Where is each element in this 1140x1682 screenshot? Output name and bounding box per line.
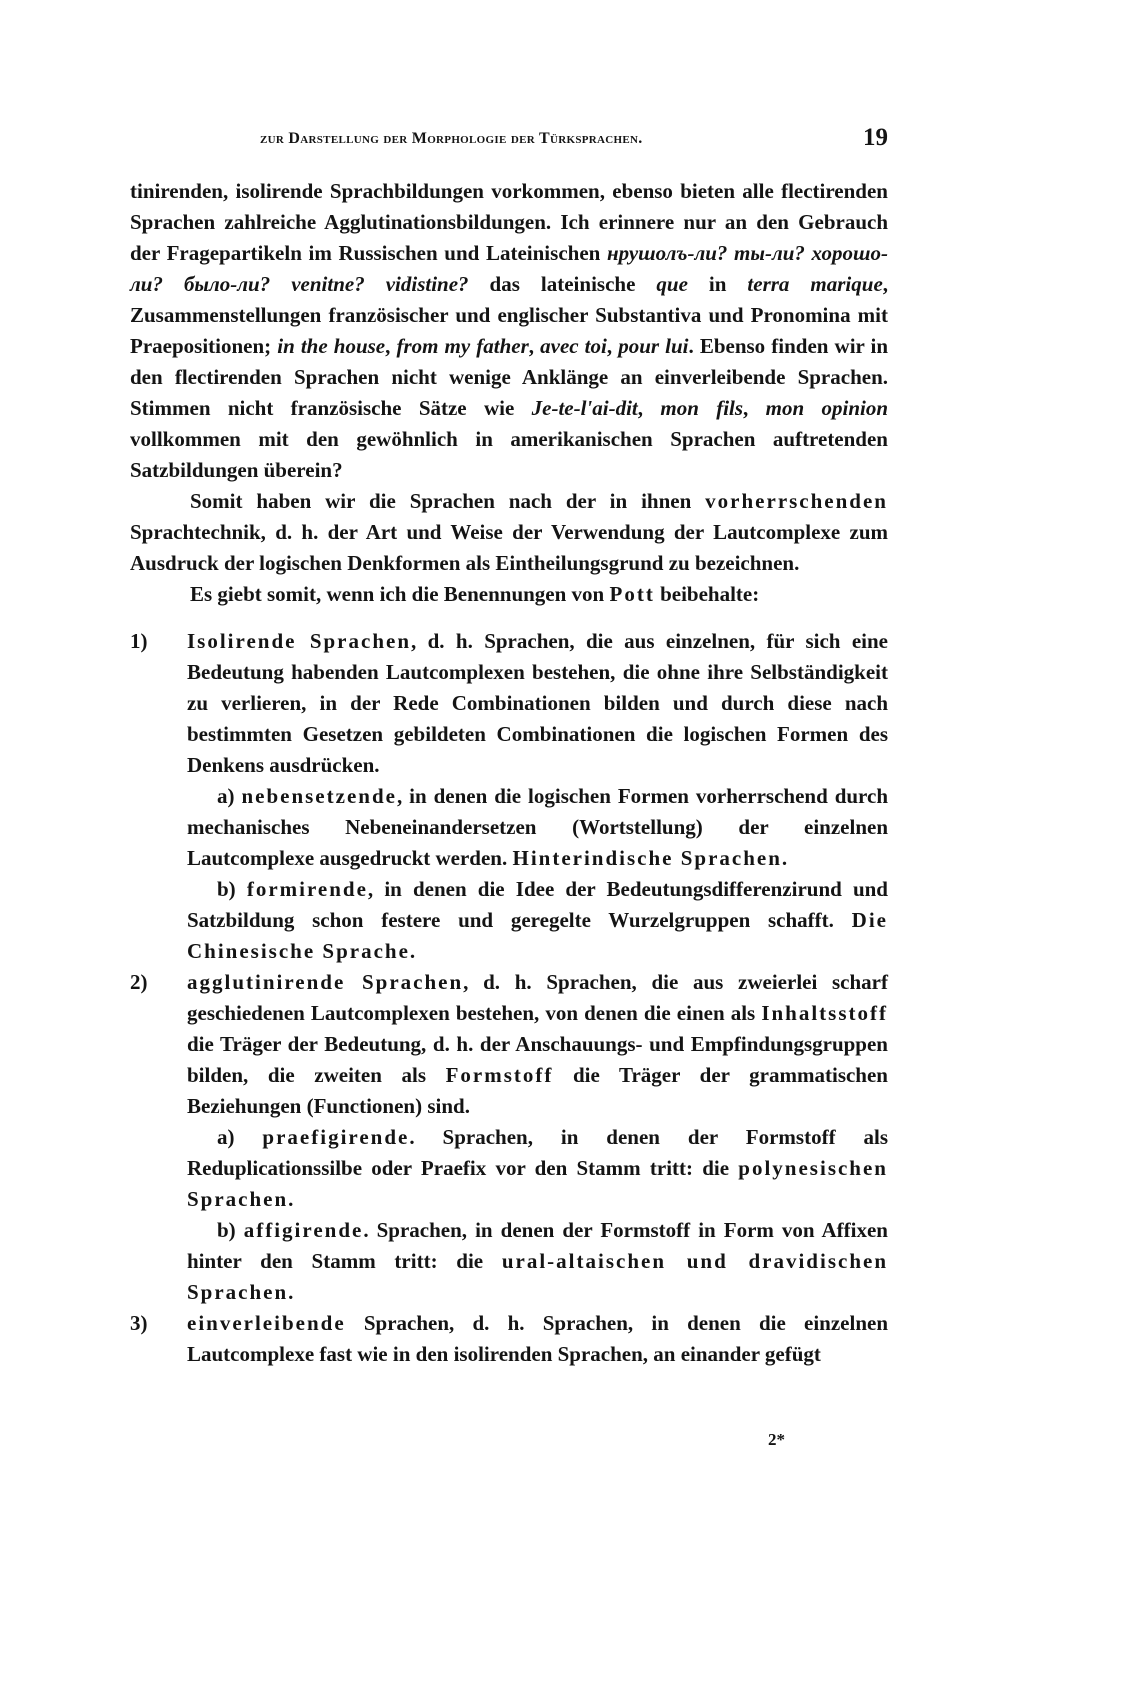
sub-item-1a	[130, 781, 888, 874]
list-item-2	[130, 967, 888, 1122]
text-run: b)	[217, 1218, 244, 1242]
spaced-run: polynesischen Sprachen.	[187, 1156, 888, 1211]
italic-run: terra marique	[747, 272, 883, 296]
text-run: ,	[528, 334, 541, 358]
text-run: vollkommen mit den gewöhnlich in amerikanischen Sprachen auftretenden Satzbildungen überein?	[130, 427, 888, 482]
text-run: ,	[637, 396, 661, 420]
list-number: 3)	[130, 1311, 148, 1335]
italic-run: avec toi	[540, 334, 607, 358]
text-run: , d. h. Sprachen, die aus einzelnen, für sich eine Bedeutung habenden Lautcomplexen bestehen, die ohne ihre Selbständigkeit zu verlieren, in der Rede Combinationen bilden und durch diese nach bestimmten Gesetzen gebildeten Combinationen die logischen Formen des Denkens ausdrücken.	[187, 629, 888, 777]
italic-run: pour lui	[618, 334, 689, 358]
signature-mark: 2*	[768, 1430, 785, 1449]
spaced-run: Die Chinesische Sprache.	[187, 908, 888, 963]
text-run: , in denen die logischen Formen vorherrschend durch mechanisches Nebeneinandersetzen (Wortstellung) der einzelnen Lautcomplexe ausgedruckt werden.	[187, 784, 888, 870]
italic-run: нрушолъ-ли? ты-ли? хорошо-ли? было-ли? venitne? vidistine?	[130, 241, 888, 296]
spaced-run: ural-altaischen und dravidischen Sprachen.	[187, 1249, 888, 1304]
page-number: 19	[863, 124, 888, 151]
page-header	[130, 124, 888, 158]
text-run: , d. h. Sprachen, die aus zweierlei scharf geschiedenen Lautcomplexen bestehen, von denen die einen als	[187, 970, 888, 1025]
text-run: tinirenden, isolirende Sprachbildungen vorkommen, ebenso bieten alle flectirenden Sprachen zahlreiche Agglutinationsbildungen. Ich erinnere nur an den Gebrauch der Fragepartikeln im Russischen und Lateinischen	[130, 179, 888, 265]
text-run: Sprachen, d. h. Sprachen, in denen die einzelnen Lautcomplexe fast wie in den isolirenden Sprachen, an einander gefügt	[187, 1311, 888, 1366]
spaced-run: agglutinirende Sprachen	[187, 970, 464, 994]
paragraph-1	[130, 176, 888, 486]
text-run: in	[687, 272, 748, 296]
text-run: b)	[217, 877, 247, 901]
list-item-text	[187, 1308, 888, 1370]
text-run: . Sprachen, in denen der Formstoff in Form von Affixen hinter den Stamm tritt: die	[187, 1218, 888, 1273]
text-run: Somit haben wir die Sprachen nach der in ihnen	[190, 489, 706, 513]
sub-item-1b	[130, 874, 888, 967]
text-run: Es giebt somit, wenn ich die Benennungen von	[190, 582, 610, 606]
spaced-run: vorherrschenden	[705, 489, 888, 513]
text-run: . Ebenso finden wir in den flectirenden Sprachen nicht wenige Anklänge an einverleibende Sprachen. Stimmen nicht französische Sätze wie	[130, 334, 889, 420]
paragraph-3	[130, 579, 888, 610]
italic-run: Je-te-l'ai-dit	[531, 396, 638, 420]
text-run: Sprachtechnik, d. h. der Art und Weise der Verwendung der Lautcomplexe zum Ausdruck der logischen Denkformen als Eintheilungsgrund zu bezeichnen.	[130, 520, 888, 575]
spaced-run: formirende	[246, 877, 368, 901]
text-run: a)	[217, 784, 242, 808]
running-title: zur Darstellung der Morphologie der Türksprachen.	[260, 130, 643, 147]
text-run: ,	[743, 396, 766, 420]
spaced-run: Inhaltsstoff	[761, 1001, 888, 1025]
list-item-3	[130, 1308, 888, 1370]
text-run: das lateinische	[468, 272, 657, 296]
sub-item-2b	[130, 1215, 888, 1308]
italic-run: mon opinion	[765, 396, 889, 420]
text-run: a)	[217, 1125, 263, 1149]
spaced-run: affigirende	[243, 1218, 364, 1242]
text-run: ,	[606, 334, 619, 358]
list-item-text	[187, 626, 888, 781]
list-number: 2)	[130, 970, 148, 994]
italic-run: mon fils	[660, 396, 744, 420]
spaced-run: Formstoff	[445, 1063, 554, 1087]
text-run: die Träger der Bedeutung, d. h. der Anschauungs- und Empfindungsgruppen bilden, die zweiten als	[187, 1032, 888, 1087]
spaced-run: Hinterindische Sprachen.	[512, 846, 790, 870]
text-run: beibehalte:	[654, 582, 760, 606]
spaced-run: einverleibende	[187, 1311, 346, 1335]
spaced-run: Isolirende Sprachen	[187, 629, 411, 653]
body-text	[130, 176, 888, 1370]
spaced-run: praefigirende	[262, 1125, 410, 1149]
list-item-text	[187, 967, 888, 1122]
list-number: 1)	[130, 629, 148, 653]
text-run: . Sprachen, in denen der Formstoff als Reduplicationssilbe oder Praefix vor den Stamm tritt: die	[187, 1125, 888, 1180]
spaced-run: Pott	[609, 582, 655, 606]
sub-item-2a	[130, 1122, 888, 1215]
text-run: die Träger der grammatischen Beziehungen (Functionen) sind.	[187, 1063, 888, 1118]
list-item-1	[130, 626, 888, 781]
italic-run: que	[656, 272, 688, 296]
text-run: ,	[385, 334, 397, 358]
paragraph-2	[130, 486, 888, 579]
text-run: , Zusammenstellungen französischer und englischer Substantiva und Pronomina mit Praepositionen;	[130, 272, 889, 358]
italic-run: in the house	[277, 334, 386, 358]
italic-run: from my father	[396, 334, 529, 358]
spaced-run: nebensetzende	[241, 784, 397, 808]
text-run: , in denen die Idee der Bedeutungsdifferenzirund und Satzbildung schon festere und geregelte Wurzelgruppen schafft.	[187, 877, 888, 932]
